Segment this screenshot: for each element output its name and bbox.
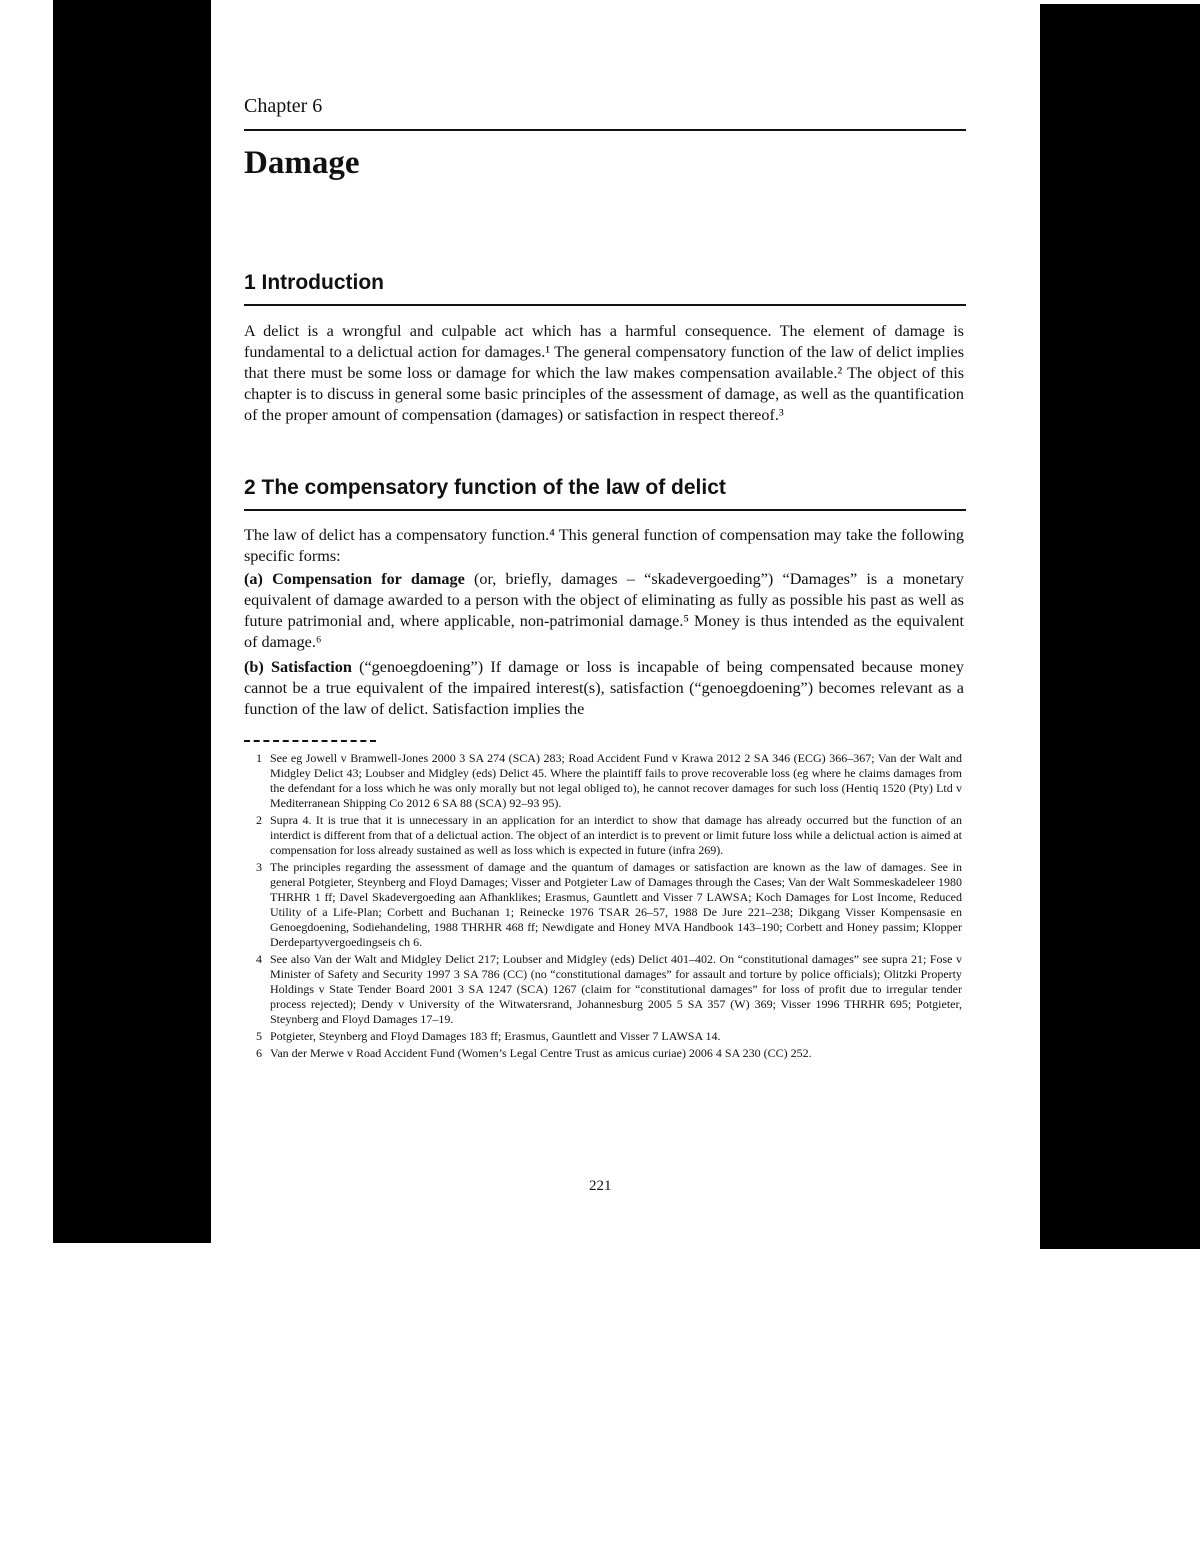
footnote-text: See also Van der Walt and Midgley Delict 217; Loubser and Midgley (eds) Delict 401–402. On “constitutional damages” see supra 21; Fose v Minister of Safety and Security 1997 3 SA 786 (CC) (no “constitutional damages” for assault and torture by police officials); Olitzki Property Holdings v State Tender Board 2001 3 SA 1247 (SCA) 1267 (claim for “constitutional damages” for loss of profit due to irregular tender process rejected); Dendy v University of the Witwatersrand, Johannesburg 2005 5 SA 357 (W) 369; Visser 1996 THRHR 695; Potgieter, Steynberg and Floyd Damages 17–19. (270, 952, 962, 1026)
footnote-text: Supra 4. It is true that it is unnecessary in an application for an interdict to show that damage has already occurred but the function of an interdict is different from that of a delictual action. The object of an interdict is to prevent or limit future loss while a delictual action is aimed at compensation for loss already sustained as well as loss which is expected in future (infra 269). (270, 813, 962, 857)
item-b-paragraph (244, 657, 964, 720)
item-a-paragraph (244, 569, 964, 653)
chapter-rule (244, 129, 966, 131)
section-rule-introduction (244, 304, 966, 306)
item-b-text: (“genoegdoening”) If damage or loss is incapable of being compensated because money cannot be a true equivalent of the impaired interest(s), satisfaction (“genoegdoening”) becomes relevant as a function of the law of delict. Satisfaction implies the (244, 658, 964, 718)
compensatory-paragraph: The law of delict has a compensatory function.⁴ This general function of compensation may take the following specific forms: (244, 526, 964, 565)
scan-border-right (1040, 4, 1200, 1249)
item-a-lead: (a) Compensation for damage (244, 570, 465, 588)
footnote-text: See eg Jowell v Bramwell-Jones 2000 3 SA 274 (SCA) 283; Road Accident Fund v Krawa 2012 2 SA 346 (ECG) 366–367; Van der Walt and Midgley Delict 43; Loubser and Midgley (eds) Delict 45. Where the plaintiff fails to prove recoverable loss (eg where he claims damages from the defendant for a loss which he was only morally but not legal obliged to), he cannot recover damages for such loss (Hentiq 1520 (Pty) Ltd v Mediterranean Shipping Co 2012 6 SA 88 (SCA) 92–93 95). (270, 751, 962, 810)
introduction-paragraph: A delict is a wrongful and culpable act which has a harmful consequence. The element of damage is fundamental to a delictual action for damages.¹ The general compensatory function of the law of delict implies that there must be some loss or damage for which the law makes compensation available.² The object of this chapter is to discuss in general some basic principles of the assessment of damage, as well as the quantification of the proper amount of compensation (damages) or satisfaction in respect thereof.³ (244, 322, 964, 424)
section-rule-compensatory (244, 509, 966, 511)
scan-border-left (53, 0, 211, 1243)
page-number: 221 (589, 1178, 612, 1194)
item-a-text: (or, briefly, damages – “skadevergoeding”) “Damages” is a monetary equivalent of damage awarded to a person with the object of eliminating as fully as possible his past as well as future patrimonial and, where applicable, non-patrimonial damage.⁵ Money is thus intended as the equivalent of damage.⁶ (244, 570, 964, 651)
item-b-lead: (b) Satisfaction (244, 658, 352, 676)
footnote-number: 6 (256, 1046, 262, 1060)
footnotes (256, 751, 962, 1063)
footnote-separator (244, 740, 376, 743)
footnote-text: Potgieter, Steynberg and Floyd Damages 183 ff; Erasmus, Gauntlett and Visser 7 LAWSA 14. (270, 1029, 721, 1043)
chapter-title: Damage (244, 145, 360, 181)
footnote-1 (256, 751, 962, 811)
footnote-2 (256, 813, 962, 858)
footnote-number: 4 (256, 952, 262, 966)
footnote-number: 3 (256, 860, 262, 874)
section-heading-introduction: 1 Introduction (244, 271, 384, 294)
footnote-number: 5 (256, 1029, 262, 1043)
footnote-4 (256, 952, 962, 1027)
footnote-text: Van der Merwe v Road Accident Fund (Women’s Legal Centre Trust as amicus curiae) 2006 4 SA 230 (CC) 252. (270, 1046, 812, 1060)
footnote-number: 1 (256, 751, 262, 765)
chapter-label: Chapter 6 (244, 95, 323, 117)
footnote-3 (256, 860, 962, 950)
footnote-6 (256, 1046, 962, 1061)
footnote-text: The principles regarding the assessment of damage and the quantum of damages or satisfaction are known as the law of damages. See in general Potgieter, Steynberg and Floyd Damages; Visser and Potgieter Law of Damages through the Cases; Van der Walt Sommeskadeleer 1980 THRHR 1 ff; Davel Skadevergoeding aan Afhanklikes; Erasmus, Gauntlett and Visser 7 LAWSA; Koch Damages for Lost Income, Reduced Utility of a Life-Plan; Corbett and Buchanan 1; Reinecke 1976 TSAR 26–57, 1988 De Jure 221–238; Dikgang Visser Kompensasie en Genoegdoening, Sodiehandeling, 1988 THRHR 468 ff; Newdigate and Honey MVA Handbook 143–190; Corbett and Honey passim; Klopper Derdepartyvergoedingseis ch 6. (270, 860, 962, 949)
footnote-number: 2 (256, 813, 262, 827)
footnote-5 (256, 1029, 962, 1044)
section-heading-compensatory: 2 The compensatory function of the law of delict (244, 476, 726, 499)
